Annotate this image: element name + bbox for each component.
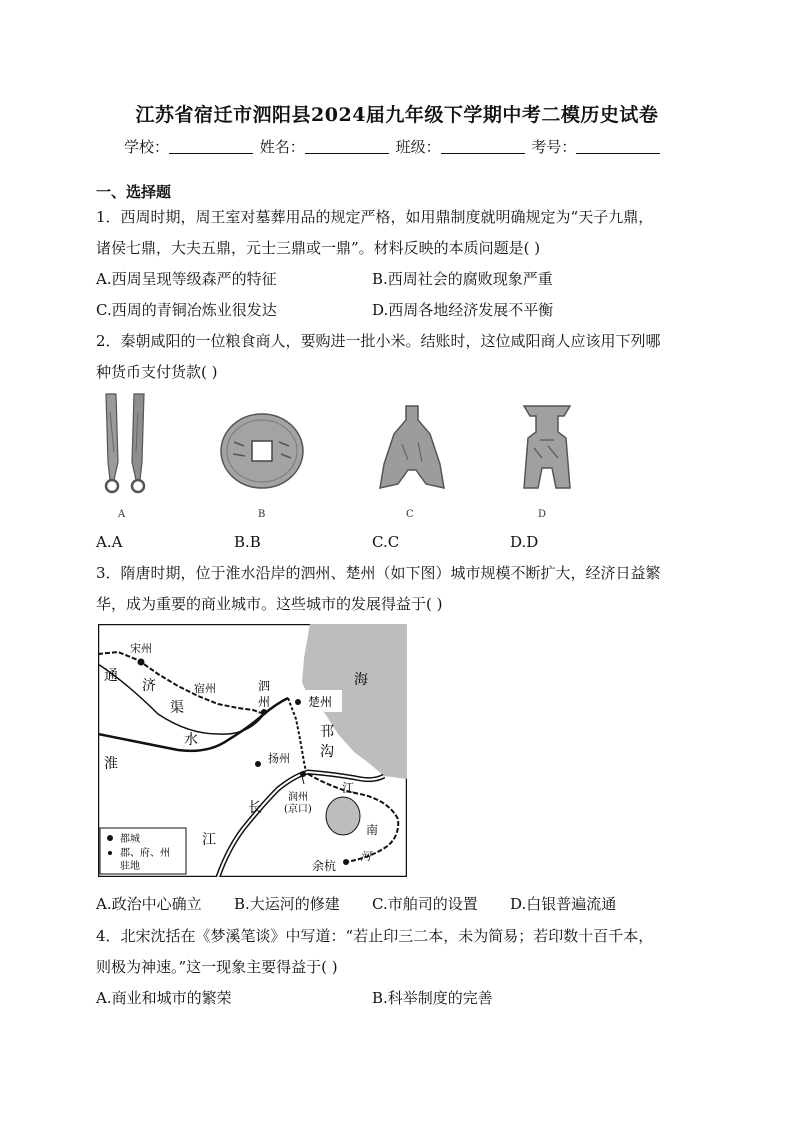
spade-coin-c-image <box>378 404 446 492</box>
number-blank[interactable] <box>576 139 660 154</box>
map-label-ji: 济 <box>142 678 156 694</box>
number-label: 考号： <box>531 138 577 156</box>
school-label: 学校： <box>124 138 170 156</box>
name-blank[interactable] <box>305 139 389 154</box>
q1-option-b[interactable]: B.西周社会的腐败现象严重 <box>372 270 553 288</box>
q4-option-b[interactable]: B.科举制度的完善 <box>372 989 493 1007</box>
map-label-huai: 淮 <box>104 756 118 772</box>
map-label-yangzhou: 扬州 <box>268 752 290 765</box>
map-label-nan: 南 <box>366 823 379 837</box>
exam-title: 江苏省宿迁市泗阳县2024届九年级下学期中考二模历史试卷 <box>135 104 659 126</box>
q3-option-b[interactable]: B.大运河的修建 <box>234 895 340 913</box>
yuhang-dot <box>343 859 349 865</box>
legend-prefecture-2: 驻地 <box>120 861 140 872</box>
map-label-chang: 长 <box>248 800 262 816</box>
yangzhou-dot <box>255 761 261 767</box>
q3-stem-line-1: 3．隋唐时期，位于淮水沿岸的泗州、楚州（如下图）城市规模不断扩大，经济日益繁 <box>96 564 661 582</box>
q3-option-c[interactable]: C.市舶司的设置 <box>372 895 478 913</box>
class-blank[interactable] <box>441 139 525 154</box>
map-label-gou: 沟 <box>320 744 334 760</box>
school-blank[interactable] <box>169 139 253 154</box>
sizhou-dot <box>261 709 267 715</box>
section-heading: 一、选择题 <box>96 183 172 201</box>
map-label-runzhou: 润州 <box>288 792 308 803</box>
q1-option-c[interactable]: C.西周的青铜冶炼业很发达 <box>96 301 277 319</box>
map-label-zhou: 州 <box>258 695 271 709</box>
chuzhou-dot <box>295 699 301 705</box>
map-label-yuhang: 余杭 <box>312 859 337 873</box>
map-label-qu: 渠 <box>170 700 184 716</box>
map-label-si: 泗 <box>258 679 271 693</box>
student-info-line <box>124 136 662 157</box>
q4-stem-line-1: 4．北宋沈括在《梦溪笔谈》中写道：“若止印三二本，未为简易；若印数十百千本， <box>96 927 654 945</box>
spade-coin-d-image <box>518 404 576 494</box>
q4-stem-line-2: 则极为神速。”这一现象主要得益于( ) <box>96 958 338 976</box>
q2-option-c[interactable]: C.C <box>372 533 400 551</box>
q3-option-d[interactable]: D.白银普遍流通 <box>510 895 617 913</box>
coin-label-d: D <box>538 509 547 520</box>
coin-label-b: B <box>258 509 266 520</box>
name-label: 姓名： <box>259 138 305 156</box>
map-label-he: 河 <box>360 850 371 863</box>
q2-option-a[interactable]: A.A <box>96 533 123 551</box>
q2-option-d[interactable]: D.D <box>510 533 539 551</box>
runzhou-dot <box>300 771 306 777</box>
banliang-coin-image <box>219 412 305 490</box>
coin-label-c: C <box>406 509 414 520</box>
map-label-songzhou: 宋州 <box>130 642 152 655</box>
map-label-tong: 通 <box>104 668 118 684</box>
legend-prefecture-1: 郡、府、州 <box>120 848 170 859</box>
map-label-han: 邗 <box>320 724 334 740</box>
q2-stem-line-2: 种货币支付货款( ) <box>96 363 218 381</box>
q2-stem-line-1: 2．秦朝咸阳的一位粮食商人，要购进一批小米。结账时，这位咸阳商人应该用下列哪 <box>96 332 661 350</box>
map-label-jingkou: (京口) <box>284 804 312 815</box>
q1-stem-line-2: 诸侯七鼎，大夫五鼎，元士三鼎或一鼎”。材料反映的本质问题是( ) <box>96 239 541 257</box>
knife-coin-image <box>100 392 150 496</box>
map-label-hai: 海 <box>354 672 368 688</box>
canal-map <box>98 624 407 877</box>
taihu-lake <box>326 797 360 835</box>
class-label: 班级： <box>395 138 441 156</box>
q1-option-d[interactable]: D.西周各地经济发展不平衡 <box>372 301 554 319</box>
q1-stem-line-1: 1．西周时期，周王室对墓葬用品的规定严格，如用鼎制度就明确规定为“天子九鼎， <box>96 208 654 226</box>
q3-option-a[interactable]: A.政治中心确立 <box>96 895 202 913</box>
map-label-jiang-r: 江 <box>342 781 355 795</box>
map-label-jiang-l: 江 <box>202 832 216 848</box>
coin-label-a: A <box>118 509 126 520</box>
legend-capital: 都城 <box>120 834 140 845</box>
q3-stem-line-2: 华，成为重要的商业城市。这些城市的发展得益于( ) <box>96 595 443 613</box>
map-label-chuzhou: 楚州 <box>308 695 333 709</box>
songzhou-dot <box>138 659 145 666</box>
map-label-shui: 水 <box>184 732 198 748</box>
map-label-suzhou: 宿州 <box>194 682 216 695</box>
q4-option-a[interactable]: A.商业和城市的繁荣 <box>96 989 232 1007</box>
q2-option-b[interactable]: B.B <box>234 533 261 551</box>
q1-option-a[interactable]: A.西周呈现等级森严的特征 <box>96 270 277 288</box>
